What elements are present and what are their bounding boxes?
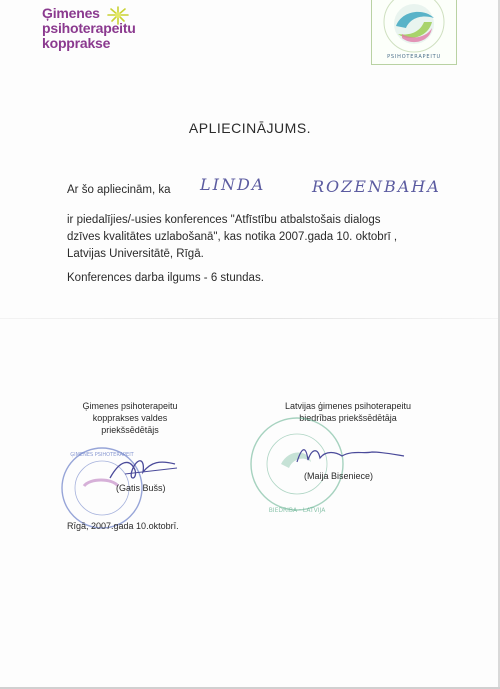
- left-signatory-line3: priekšsēdētājs: [101, 425, 159, 435]
- organization-logo: [42, 6, 182, 60]
- document-title: APLIECINĀJUMS.: [188, 120, 312, 136]
- left-signatory-line2: kopprakses valdes: [92, 413, 168, 423]
- logo-text-line1: Ģimenes: [42, 5, 100, 21]
- signing-date: Rīgā, 2007.gada 10.oktobrī.: [67, 521, 179, 531]
- left-signatory-name: (Gatis Bušs): [116, 483, 166, 493]
- body-line-participation: ir piedalījies/-usies konferences "Atfīstību atbalstošais dialogs: [67, 214, 381, 226]
- left-signatory-line1: Ģimenes psihoterapeitu: [82, 401, 178, 411]
- handwritten-first-name: LINDA: [200, 175, 266, 194]
- logo-text-line2: psihoterapeitu: [42, 20, 136, 36]
- body-line-duration: Konferences darba ilgums - 6 stundas.: [67, 272, 264, 284]
- svg-text:PSIHOTERAPEITU: PSIHOTERAPEITU: [387, 54, 441, 60]
- left-signatory-title: [60, 400, 200, 436]
- handwritten-last-name: ROZENBAHA: [312, 177, 441, 196]
- right-signature-scribble: [292, 440, 412, 470]
- body-line-location: Latvijas Universitātē, Rīgā.: [67, 248, 204, 260]
- right-signatory-line2: biedrības priekšsēdētāja: [299, 413, 397, 423]
- right-signatory-line1: Latvijas ģimenes psihoterapeitu: [284, 401, 412, 411]
- society-seal-icon: [372, 0, 456, 64]
- svg-text:BIEDRĪBA · LATVIJA: BIEDRĪBA · LATVIJA: [268, 507, 326, 514]
- fold-line: [0, 318, 500, 319]
- body-line-conference-date: dzīves kvalitātes uzlabošanā", kas notika 2007.gada 10. oktobrī ,: [67, 231, 398, 243]
- logo-text-line3: kopprakse: [42, 35, 111, 51]
- society-seal-box: [371, 0, 457, 65]
- svg-text:ĢIMENES PSIHOTERAPEIT: ĢIMENES PSIHOTERAPEIT: [70, 452, 134, 458]
- right-signatory-name: (Maija Biseniece): [304, 471, 374, 481]
- body-intro: Ar šo apliecinām, ka: [67, 184, 171, 196]
